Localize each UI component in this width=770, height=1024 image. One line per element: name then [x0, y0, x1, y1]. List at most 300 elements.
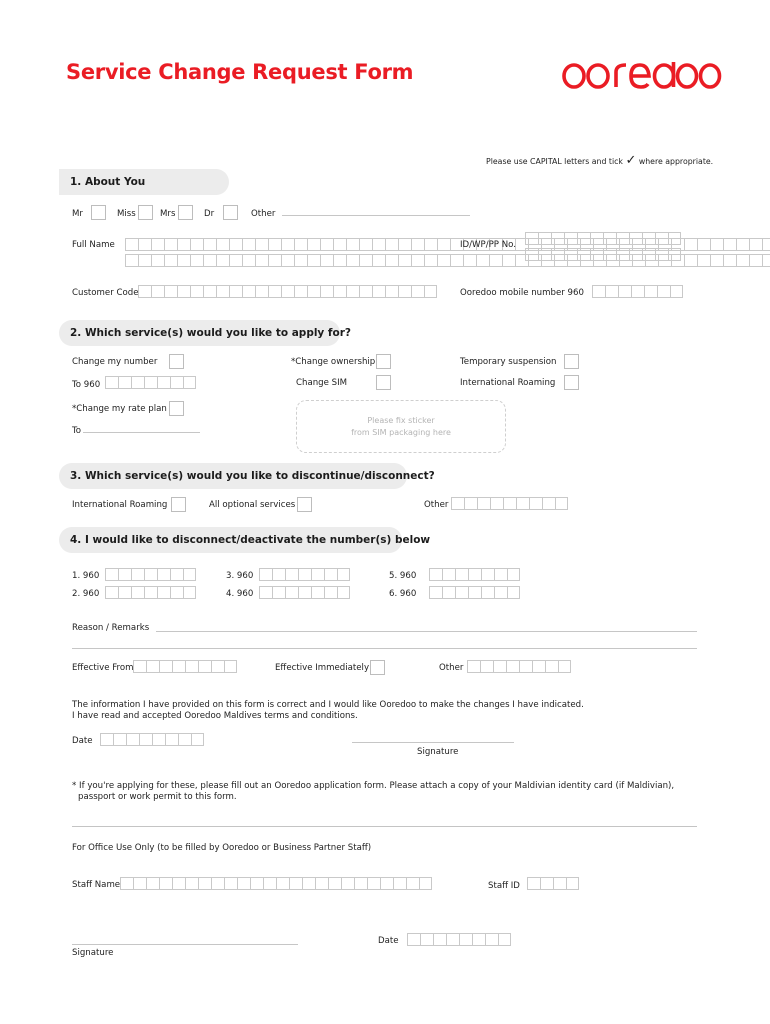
char-box[interactable]	[311, 586, 324, 599]
number-4-field[interactable]	[259, 586, 350, 599]
char-box[interactable]	[450, 254, 463, 267]
char-box[interactable]	[684, 238, 697, 251]
char-box[interactable]	[255, 254, 268, 267]
char-box[interactable]	[393, 877, 406, 890]
reason-label: Reason / Remarks	[72, 623, 150, 633]
char-box[interactable]	[424, 238, 437, 251]
char-box[interactable]	[372, 254, 385, 267]
char-box[interactable]	[307, 285, 320, 298]
char-box[interactable]	[255, 238, 268, 251]
char-box[interactable]	[211, 660, 224, 673]
char-box[interactable]	[507, 586, 520, 599]
char-box[interactable]	[736, 254, 749, 267]
char-box[interactable]	[553, 877, 566, 890]
char-box[interactable]	[151, 238, 164, 251]
to-960-label: To 960	[72, 380, 101, 390]
char-box[interactable]	[190, 254, 203, 267]
form-title: Service Change Request Form	[66, 60, 414, 84]
char-box[interactable]	[294, 285, 307, 298]
declaration-date-label: Date	[72, 736, 93, 746]
char-box[interactable]	[616, 232, 629, 245]
char-box[interactable]	[105, 586, 118, 599]
section-3-heading: 3. Which service(s) would you like to discontinue/disconnect?	[59, 463, 407, 489]
char-box[interactable]	[289, 877, 302, 890]
char-box[interactable]	[165, 733, 178, 746]
char-box[interactable]	[255, 285, 268, 298]
char-box[interactable]	[616, 248, 629, 261]
char-box[interactable]	[490, 497, 503, 510]
char-box[interactable]	[281, 238, 294, 251]
char-box[interactable]	[113, 733, 126, 746]
change-sim-checkbox[interactable]	[376, 375, 391, 390]
char-box[interactable]	[333, 254, 346, 267]
char-box[interactable]	[618, 285, 631, 298]
char-box[interactable]	[120, 877, 133, 890]
char-box[interactable]	[558, 660, 571, 673]
char-box[interactable]	[668, 248, 681, 261]
char-box[interactable]	[516, 497, 529, 510]
char-box[interactable]	[398, 254, 411, 267]
char-box[interactable]	[629, 248, 642, 261]
char-box[interactable]	[315, 877, 328, 890]
char-box[interactable]	[472, 933, 485, 946]
char-box[interactable]	[442, 568, 455, 581]
char-box[interactable]	[183, 586, 196, 599]
office-date-label: Date	[378, 936, 399, 946]
char-box[interactable]	[198, 660, 211, 673]
number-5-field[interactable]	[429, 568, 520, 581]
char-box[interactable]	[697, 238, 710, 251]
title-mrs-label: Mrs	[160, 209, 176, 219]
char-box[interactable]	[203, 254, 216, 267]
char-box[interactable]	[631, 285, 644, 298]
temporary-suspension-checkbox[interactable]	[564, 354, 579, 369]
char-box[interactable]	[259, 586, 272, 599]
customer-code-field[interactable]	[138, 285, 437, 298]
char-box[interactable]	[100, 733, 113, 746]
instruction-prefix: Please use CAPITAL letters and tick	[486, 157, 623, 166]
char-box[interactable]	[498, 933, 511, 946]
char-box[interactable]	[411, 238, 424, 251]
change-rate-plan-checkbox[interactable]	[169, 401, 184, 416]
char-box[interactable]	[164, 238, 177, 251]
number-1-field[interactable]	[105, 568, 196, 581]
char-box[interactable]	[476, 254, 489, 267]
char-box[interactable]	[538, 232, 551, 245]
char-box[interactable]	[118, 586, 131, 599]
to-960-field[interactable]	[105, 376, 196, 389]
char-box[interactable]	[157, 376, 170, 389]
char-box[interactable]	[216, 285, 229, 298]
char-box[interactable]	[406, 877, 419, 890]
char-box[interactable]	[294, 238, 307, 251]
char-box[interactable]	[551, 248, 564, 261]
char-box[interactable]	[590, 232, 603, 245]
effective-immediately-label: Effective Immediately	[275, 663, 370, 673]
reason-field-line-1[interactable]	[156, 631, 697, 632]
char-box[interactable]	[216, 254, 229, 267]
char-box[interactable]	[346, 238, 359, 251]
declaration-date-field[interactable]	[100, 733, 204, 746]
id-label: ID/WP/PP No.	[460, 240, 516, 250]
number-1-label: 1. 960	[72, 571, 100, 581]
char-box[interactable]	[429, 568, 442, 581]
number-6-field[interactable]	[429, 586, 520, 599]
char-box[interactable]	[170, 586, 183, 599]
char-box[interactable]	[555, 497, 568, 510]
char-box[interactable]	[359, 238, 372, 251]
char-box[interactable]	[133, 877, 146, 890]
title-mr-checkbox[interactable]	[91, 205, 106, 220]
char-box[interactable]	[359, 254, 372, 267]
char-box[interactable]	[532, 660, 545, 673]
char-box[interactable]	[749, 254, 762, 267]
char-box[interactable]	[507, 568, 520, 581]
char-box[interactable]	[437, 254, 450, 267]
char-box[interactable]	[424, 285, 437, 298]
char-box[interactable]	[307, 238, 320, 251]
char-box[interactable]	[259, 568, 272, 581]
char-box[interactable]	[493, 660, 506, 673]
char-box[interactable]	[464, 497, 477, 510]
char-box[interactable]	[459, 933, 472, 946]
char-box[interactable]	[164, 254, 177, 267]
char-box[interactable]	[170, 568, 183, 581]
disc-other-label: Other	[424, 500, 449, 510]
char-box[interactable]	[333, 238, 346, 251]
char-box[interactable]	[468, 586, 481, 599]
char-box[interactable]	[203, 238, 216, 251]
char-box[interactable]	[540, 877, 553, 890]
char-box[interactable]	[723, 254, 736, 267]
char-box[interactable]	[354, 877, 367, 890]
char-box[interactable]	[525, 248, 538, 261]
char-box[interactable]	[485, 933, 498, 946]
char-box[interactable]	[437, 238, 450, 251]
char-box[interactable]	[320, 285, 333, 298]
char-box[interactable]	[477, 497, 490, 510]
id-field-row2[interactable]	[525, 248, 681, 261]
char-box[interactable]	[237, 877, 250, 890]
char-box[interactable]	[172, 660, 185, 673]
char-box[interactable]	[229, 285, 242, 298]
char-box[interactable]	[564, 248, 577, 261]
char-box[interactable]	[684, 254, 697, 267]
staff-id-field[interactable]	[527, 877, 579, 890]
char-box[interactable]	[668, 232, 681, 245]
char-box[interactable]	[603, 232, 616, 245]
char-box[interactable]	[131, 376, 144, 389]
char-box[interactable]	[185, 877, 198, 890]
char-box[interactable]	[710, 238, 723, 251]
char-box[interactable]	[385, 238, 398, 251]
office-date-field[interactable]	[407, 933, 511, 946]
office-signature-field[interactable]	[72, 944, 298, 945]
char-box[interactable]	[424, 254, 437, 267]
char-box[interactable]	[320, 238, 333, 251]
char-box[interactable]	[144, 586, 157, 599]
char-box[interactable]	[328, 877, 341, 890]
char-box[interactable]	[177, 238, 190, 251]
char-box[interactable]	[564, 232, 577, 245]
char-box[interactable]	[170, 376, 183, 389]
char-box[interactable]	[159, 660, 172, 673]
char-box[interactable]	[503, 497, 516, 510]
ooredoo-logo	[560, 60, 722, 92]
mobile-number-field[interactable]	[592, 285, 683, 298]
char-box[interactable]	[502, 254, 515, 267]
char-box[interactable]	[157, 568, 170, 581]
char-box[interactable]	[144, 568, 157, 581]
char-box[interactable]	[272, 586, 285, 599]
char-box[interactable]	[420, 933, 433, 946]
char-box[interactable]	[146, 660, 159, 673]
char-box[interactable]	[281, 285, 294, 298]
char-box[interactable]	[178, 733, 191, 746]
char-box[interactable]	[545, 660, 558, 673]
char-box[interactable]	[118, 568, 131, 581]
change-ownership-label: *Change ownership	[291, 357, 376, 367]
char-box[interactable]	[337, 568, 350, 581]
char-box[interactable]	[419, 877, 432, 890]
char-box[interactable]	[138, 238, 151, 251]
title-other-field[interactable]	[282, 215, 470, 216]
char-box[interactable]	[146, 877, 159, 890]
char-box[interactable]	[359, 285, 372, 298]
char-box[interactable]	[411, 254, 424, 267]
char-box[interactable]	[542, 497, 555, 510]
char-box[interactable]	[455, 568, 468, 581]
char-box[interactable]	[281, 254, 294, 267]
char-box[interactable]	[407, 933, 420, 946]
char-box[interactable]	[481, 568, 494, 581]
char-box[interactable]	[298, 568, 311, 581]
char-box[interactable]	[592, 285, 605, 298]
char-box[interactable]	[455, 586, 468, 599]
char-box[interactable]	[723, 238, 736, 251]
char-box[interactable]	[139, 733, 152, 746]
char-box[interactable]	[380, 877, 393, 890]
char-box[interactable]	[224, 660, 237, 673]
char-box[interactable]	[346, 254, 359, 267]
char-box[interactable]	[385, 254, 398, 267]
char-box[interactable]	[566, 877, 579, 890]
disc-roaming-checkbox[interactable]	[171, 497, 186, 512]
char-box[interactable]	[642, 248, 655, 261]
char-box[interactable]	[138, 254, 151, 267]
rate-plan-to-field[interactable]	[83, 432, 200, 433]
char-box[interactable]	[398, 285, 411, 298]
char-box[interactable]	[655, 248, 668, 261]
char-box[interactable]	[144, 376, 157, 389]
char-box[interactable]	[133, 660, 146, 673]
char-box[interactable]	[250, 877, 263, 890]
char-box[interactable]	[276, 877, 289, 890]
char-box[interactable]	[268, 238, 281, 251]
char-box[interactable]	[242, 254, 255, 267]
char-box[interactable]	[372, 238, 385, 251]
char-box[interactable]	[749, 238, 762, 251]
char-box[interactable]	[183, 376, 196, 389]
declaration-signature-field[interactable]	[352, 742, 514, 743]
title-miss-checkbox[interactable]	[138, 205, 153, 220]
char-box[interactable]	[172, 877, 185, 890]
char-box[interactable]	[411, 285, 424, 298]
char-box[interactable]	[157, 586, 170, 599]
char-box[interactable]	[125, 254, 138, 267]
id-field-row1[interactable]	[525, 232, 681, 245]
char-box[interactable]	[307, 254, 320, 267]
char-box[interactable]	[605, 285, 618, 298]
char-box[interactable]	[527, 877, 540, 890]
char-box[interactable]	[125, 238, 138, 251]
char-box[interactable]	[152, 733, 165, 746]
char-box[interactable]	[151, 254, 164, 267]
char-box[interactable]	[337, 586, 350, 599]
change-number-checkbox[interactable]	[169, 354, 184, 369]
char-box[interactable]	[185, 660, 198, 673]
staff-id-label: Staff ID	[488, 881, 520, 891]
char-box[interactable]	[211, 877, 224, 890]
char-box[interactable]	[177, 254, 190, 267]
char-box[interactable]	[385, 285, 398, 298]
char-box[interactable]	[285, 568, 298, 581]
char-box[interactable]	[372, 285, 385, 298]
char-box[interactable]	[198, 877, 211, 890]
footnote-line-1: * If you're applying for these, please fill out an Ooredoo application form. Please attach a copy of your Maldivian identity card (if Maldivian),	[72, 781, 675, 791]
char-box[interactable]	[263, 877, 276, 890]
number-3-field[interactable]	[259, 568, 350, 581]
effective-other-field[interactable]	[467, 660, 571, 673]
char-box[interactable]	[105, 568, 118, 581]
char-box[interactable]	[762, 254, 770, 267]
char-box[interactable]	[577, 248, 590, 261]
disc-other-field[interactable]	[451, 497, 568, 510]
char-box[interactable]	[367, 877, 380, 890]
char-box[interactable]	[467, 660, 480, 673]
change-ownership-checkbox[interactable]	[376, 354, 391, 369]
effective-immediately-checkbox[interactable]	[370, 660, 385, 675]
char-box[interactable]	[451, 497, 464, 510]
char-box[interactable]	[644, 285, 657, 298]
char-box[interactable]	[131, 586, 144, 599]
char-box[interactable]	[105, 376, 118, 389]
char-box[interactable]	[302, 877, 315, 890]
char-box[interactable]	[463, 254, 476, 267]
declaration-line-2: I have read and accepted Ooredoo Maldives terms and conditions.	[72, 711, 358, 721]
char-box[interactable]	[494, 586, 507, 599]
char-box[interactable]	[489, 254, 502, 267]
char-box[interactable]	[131, 568, 144, 581]
char-box[interactable]	[268, 285, 281, 298]
char-box[interactable]	[190, 285, 203, 298]
char-box[interactable]	[655, 232, 668, 245]
char-box[interactable]	[525, 232, 538, 245]
char-box[interactable]	[480, 660, 493, 673]
char-box[interactable]	[538, 248, 551, 261]
char-box[interactable]	[298, 586, 311, 599]
char-box[interactable]	[433, 933, 446, 946]
char-box[interactable]	[590, 248, 603, 261]
char-box[interactable]	[320, 254, 333, 267]
char-box[interactable]	[118, 376, 131, 389]
title-mr-label: Mr	[72, 209, 83, 219]
char-box[interactable]	[346, 285, 359, 298]
char-box[interactable]	[442, 586, 455, 599]
char-box[interactable]	[272, 568, 285, 581]
char-box[interactable]	[670, 285, 683, 298]
char-box[interactable]	[324, 568, 337, 581]
char-box[interactable]	[242, 285, 255, 298]
number-6-label: 6. 960	[389, 589, 417, 599]
char-box[interactable]	[762, 238, 770, 251]
char-box[interactable]	[229, 254, 242, 267]
char-box[interactable]	[268, 254, 281, 267]
char-box[interactable]	[429, 586, 442, 599]
char-box[interactable]	[519, 660, 532, 673]
effective-other-label: Other	[439, 663, 464, 673]
char-box[interactable]	[151, 285, 164, 298]
char-box[interactable]	[216, 238, 229, 251]
char-box[interactable]	[529, 497, 542, 510]
char-box[interactable]	[333, 285, 346, 298]
char-box[interactable]	[657, 285, 670, 298]
number-3-label: 3. 960	[226, 571, 254, 581]
char-box[interactable]	[494, 568, 507, 581]
char-box[interactable]	[203, 285, 216, 298]
char-box[interactable]	[603, 248, 616, 261]
char-box[interactable]	[183, 568, 196, 581]
title-mrs-checkbox[interactable]	[178, 205, 193, 220]
char-box[interactable]	[446, 933, 459, 946]
char-box[interactable]	[629, 232, 642, 245]
all-optional-label: All optional services	[209, 500, 296, 510]
char-box[interactable]	[177, 285, 190, 298]
char-box[interactable]	[577, 232, 590, 245]
reason-field-line-2[interactable]	[72, 648, 697, 649]
char-box[interactable]	[642, 232, 655, 245]
char-box[interactable]	[294, 254, 307, 267]
number-2-field[interactable]	[105, 586, 196, 599]
char-box[interactable]	[468, 568, 481, 581]
char-box[interactable]	[285, 586, 298, 599]
char-box[interactable]	[324, 586, 337, 599]
all-optional-checkbox[interactable]	[297, 497, 312, 512]
char-box[interactable]	[736, 238, 749, 251]
char-box[interactable]	[697, 254, 710, 267]
title-dr-checkbox[interactable]	[223, 205, 238, 220]
char-box[interactable]	[341, 877, 354, 890]
char-box[interactable]	[191, 733, 204, 746]
char-box[interactable]	[164, 285, 177, 298]
char-box[interactable]	[242, 238, 255, 251]
international-roaming-checkbox[interactable]	[564, 375, 579, 390]
staff-name-field[interactable]	[120, 877, 432, 890]
char-box[interactable]	[311, 568, 324, 581]
char-box[interactable]	[126, 733, 139, 746]
char-box[interactable]	[190, 238, 203, 251]
char-box[interactable]	[506, 660, 519, 673]
char-box[interactable]	[481, 586, 494, 599]
char-box[interactable]	[224, 877, 237, 890]
char-box[interactable]	[398, 238, 411, 251]
char-box[interactable]	[710, 254, 723, 267]
char-box[interactable]	[159, 877, 172, 890]
char-box[interactable]	[551, 232, 564, 245]
char-box[interactable]	[229, 238, 242, 251]
effective-from-field[interactable]	[133, 660, 237, 673]
char-box[interactable]	[138, 285, 151, 298]
